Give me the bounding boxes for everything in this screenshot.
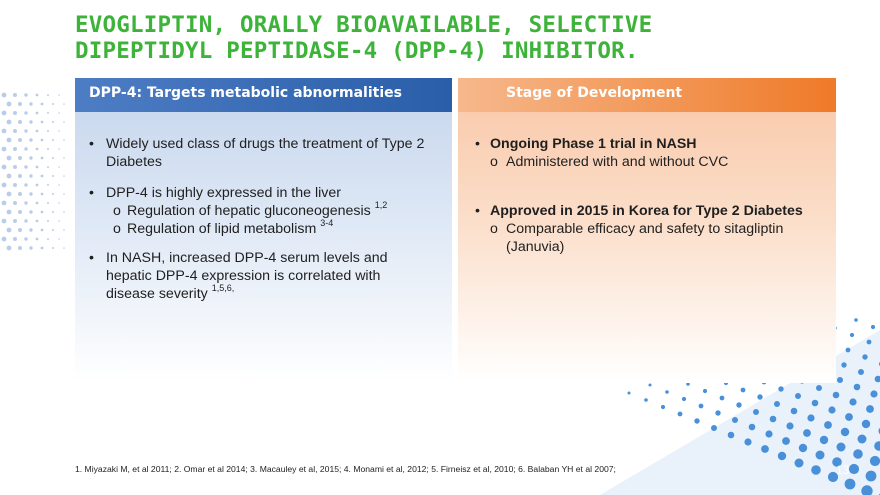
decor-dot (13, 129, 17, 133)
decor-dot (24, 93, 27, 96)
decor-dot (870, 390, 877, 397)
decor-dot (24, 147, 27, 150)
decor-dot (2, 201, 7, 206)
decor-dot (850, 333, 854, 337)
decor-dot (41, 211, 44, 214)
decor-dot (36, 148, 39, 151)
decor-dot (36, 94, 39, 97)
decor-dot (36, 202, 39, 205)
text-line (106, 285, 451, 303)
decor-dot (711, 425, 717, 431)
decor-dot (52, 139, 54, 141)
decor-dot (2, 165, 7, 170)
bullet-icon: • (89, 136, 94, 152)
citation-ref: 1,5,6, (211, 283, 235, 294)
decor-dot (761, 445, 769, 453)
decor-dot (2, 111, 7, 116)
decor-dot (828, 406, 835, 413)
decor-dot (63, 157, 65, 159)
left-bullet-3 (106, 249, 451, 303)
page-number: 13 (836, 463, 850, 477)
decor-dot (18, 192, 22, 196)
decor-dot (18, 102, 22, 106)
decor-dot (749, 424, 756, 431)
decor-dot (13, 111, 17, 115)
decor-dot (853, 449, 863, 459)
decor-dot (36, 238, 39, 241)
decor-dot (715, 410, 720, 415)
decor-dot (661, 405, 665, 409)
decor-dot (63, 175, 65, 177)
decor-dot (52, 157, 54, 159)
right-sub-bullet-2 (506, 220, 831, 256)
decor-dot (41, 247, 44, 250)
decor-dot (849, 398, 856, 405)
left-panel-header-text: DPP-4: Targets metabolic abnormalities (89, 85, 402, 101)
decor-dot (812, 400, 819, 407)
decor-dot (63, 121, 65, 123)
text-line: (Januvia) (506, 239, 565, 255)
decor-dot (18, 174, 22, 178)
bullet-icon: • (89, 250, 94, 266)
decor-dot (837, 443, 846, 452)
decor-dot (858, 435, 867, 444)
decor-dot (799, 444, 807, 452)
decor-dot (29, 138, 32, 141)
text-line: In NASH, increased DPP-4 serum levels and (106, 250, 388, 266)
decor-dot (58, 166, 60, 168)
citation-ref: 1,2 (374, 200, 388, 211)
decor-dot (862, 420, 870, 428)
decor-dot (18, 228, 22, 232)
decor-dot (665, 390, 669, 394)
decor-dot (795, 459, 804, 468)
decor-dot (846, 348, 851, 353)
decor-dot (13, 219, 17, 223)
decor-dot (841, 428, 849, 436)
left-bullet-1 (106, 135, 451, 171)
decor-dot (36, 130, 39, 133)
decor-dot (816, 385, 822, 391)
decor-dot (866, 405, 874, 413)
decor-dot (52, 211, 54, 213)
decor-dot (7, 120, 12, 125)
decor-dot (854, 384, 861, 391)
decor-dot (7, 138, 12, 143)
decor-dot (58, 184, 60, 186)
decor-dot (2, 183, 7, 188)
decor-dot (765, 430, 772, 437)
decor-dot (866, 471, 877, 482)
bullet-icon: • (475, 136, 480, 152)
decor-dot (833, 392, 840, 399)
decor-dot (36, 166, 39, 169)
decor-dot (778, 386, 783, 391)
sub-text: Regulation of hepatic gluconeogenesis (127, 203, 371, 219)
decor-dot (2, 93, 7, 98)
decor-dot (732, 417, 738, 423)
decor-dot (29, 102, 32, 105)
decor-dot (58, 94, 60, 96)
decor-dot (52, 175, 54, 177)
decor-dot (770, 416, 777, 423)
sub-bullet-icon: o (490, 154, 498, 170)
decor-dot (13, 183, 17, 187)
decor-dot (807, 414, 814, 421)
decor-dot (41, 229, 44, 232)
decor-dot (816, 451, 825, 460)
decor-dot (24, 237, 27, 240)
decor-dot (786, 422, 793, 429)
decor-dot (803, 429, 811, 437)
decor-dot (41, 157, 44, 160)
decor-dot (47, 94, 49, 96)
decor-dot (841, 362, 846, 367)
decor-dot (845, 413, 853, 421)
right-panel-header-text: Stage of Development (506, 85, 683, 101)
decor-dot (24, 219, 27, 222)
left-panel (75, 78, 452, 383)
decor-dot (2, 147, 7, 152)
right-panel-header (458, 78, 836, 112)
decor-dot (58, 220, 60, 222)
decor-dot (24, 129, 27, 132)
decor-dot (29, 246, 32, 249)
decor-dot (644, 398, 648, 402)
decor-dot (52, 247, 54, 249)
decor-dot (58, 148, 60, 150)
decor-dot (18, 210, 22, 214)
left-panel-header (75, 78, 452, 112)
decor-dot (791, 408, 798, 415)
decor-dot (29, 228, 32, 231)
decor-dot (24, 111, 27, 114)
decor-dot (13, 93, 17, 97)
decor-dot (63, 103, 65, 105)
text-line: hepatic DPP-4 expression is correlated with (106, 268, 381, 284)
bullet-icon: • (475, 203, 480, 219)
decor-dot (36, 220, 39, 223)
right-bullet-2: Approved in 2015 in Korea for Type 2 Diabetes (490, 203, 803, 219)
decor-dot (2, 219, 7, 224)
title-line: EVOGLIPTIN, ORALLY BIOAVAILABLE, SELECTIVE (75, 12, 653, 38)
decor-dot (13, 165, 17, 169)
decor-dot (858, 369, 864, 375)
citation-ref: 3-4 (320, 218, 334, 229)
left-sub-bullet-2 (127, 220, 333, 238)
decor-dot (778, 452, 786, 460)
decor-dot (854, 318, 858, 322)
decor-dot (63, 193, 65, 195)
decor-dot (736, 402, 741, 407)
decor-dot (47, 184, 49, 186)
decor-dot (47, 166, 49, 168)
decor-dot (41, 175, 44, 178)
decor-dot (845, 479, 856, 490)
decor-dot (29, 174, 32, 177)
text-line: Widely used class of drugs the treatment of Type 2 (106, 136, 425, 152)
decor-dot (795, 393, 801, 399)
decor-dot (41, 121, 44, 124)
decor-dot (29, 156, 32, 159)
decor-dot (13, 201, 17, 205)
decor-dot (29, 120, 32, 123)
decor-dot (58, 130, 60, 132)
decor-dot (7, 210, 12, 215)
decor-dot (52, 103, 54, 105)
decor-dot (47, 112, 49, 114)
decor-dot (7, 102, 12, 107)
decor-dot (682, 397, 686, 401)
slide-title (75, 12, 865, 64)
decor-dot (7, 192, 12, 197)
decor-dot (824, 421, 832, 429)
decor-dot (58, 238, 60, 240)
decor-dot (741, 388, 746, 393)
right-panel (458, 78, 836, 383)
decor-dot (7, 228, 12, 233)
decor-dot (694, 418, 699, 423)
sub-bullet-icon: o (490, 221, 498, 237)
decor-dot (13, 237, 17, 241)
decor-dot (24, 165, 27, 168)
decor-dot (18, 246, 22, 250)
left-sub-bullet-1 (127, 202, 387, 220)
decor-dot (703, 389, 707, 393)
decor-dot (52, 121, 54, 123)
decor-dot (757, 394, 762, 399)
decor-dot (63, 229, 65, 231)
decor-dot (52, 229, 54, 231)
decor-dot (7, 156, 12, 161)
decor-dot (728, 432, 735, 439)
references-footnote: 1. Miyazaki M, et al 2011; 2. Omar et al 2014; 3. Macauley et al, 2015; 4. Monami et al, 2012; 5. Firneisz et al, 2010; 6. Balaban YH et al 2007; (75, 464, 616, 474)
decor-dot (47, 148, 49, 150)
decor-dot (820, 436, 828, 444)
decor-dot (13, 147, 17, 151)
decor-dot (63, 247, 65, 249)
left-bullet-2: DPP-4 is highly expressed in the liver (106, 185, 341, 201)
decor-dot (871, 325, 875, 329)
decor-dot (52, 193, 54, 195)
decor-dot (24, 183, 27, 186)
text-segment: disease severity (106, 286, 208, 302)
decor-dot (837, 377, 843, 383)
decor-dot (63, 211, 65, 213)
decor-dot (744, 438, 751, 445)
decor-dot (782, 437, 790, 445)
decor-dot (41, 193, 44, 196)
right-bullet-1: Ongoing Phase 1 trial in NASH (490, 136, 697, 152)
decor-dot (24, 201, 27, 204)
decor-dot (7, 174, 12, 179)
decor-dot (18, 156, 22, 160)
decor-dot (47, 130, 49, 132)
decor-dot (862, 354, 867, 359)
decor-dot (867, 340, 872, 345)
decor-dot (628, 392, 631, 395)
decor-dot (58, 202, 60, 204)
decor-dot (870, 456, 880, 466)
decor-dot (811, 465, 821, 475)
decor-dot (47, 202, 49, 204)
title-line: DIPEPTIDYL PEPTIDASE-4 (DPP-4) INHIBITOR. (75, 38, 639, 64)
decor-dot (47, 238, 49, 240)
decor-dot (678, 412, 683, 417)
decor-dot (41, 103, 44, 106)
text-line: Comparable efficacy and safety to sitagliptin (506, 221, 784, 237)
text-line: Diabetes (106, 154, 162, 170)
decor-dot (36, 112, 39, 115)
decor-dot (18, 120, 22, 124)
bullet-icon: • (89, 185, 94, 201)
decor-dot (7, 246, 12, 251)
decor-dot (699, 404, 704, 409)
decor-dot (36, 184, 39, 187)
sub-text: Regulation of lipid metabolism (127, 221, 317, 237)
decor-dot (58, 112, 60, 114)
decor-dot (649, 384, 652, 387)
decor-dot (41, 139, 44, 142)
decor-dot (849, 464, 859, 474)
decor-dot (720, 396, 725, 401)
sub-bullet-icon: o (113, 203, 121, 219)
decor-dot (47, 220, 49, 222)
decor-dot (18, 138, 22, 142)
decor-dot (63, 139, 65, 141)
right-sub-bullet-1: Administered with and without CVC (506, 154, 729, 170)
decor-dot (29, 210, 32, 213)
decor-dot (2, 129, 7, 134)
sub-bullet-icon: o (113, 221, 121, 237)
decor-dot (29, 192, 32, 195)
decor-dot (753, 409, 759, 415)
decor-dot (2, 237, 7, 242)
decor-dot (774, 401, 780, 407)
